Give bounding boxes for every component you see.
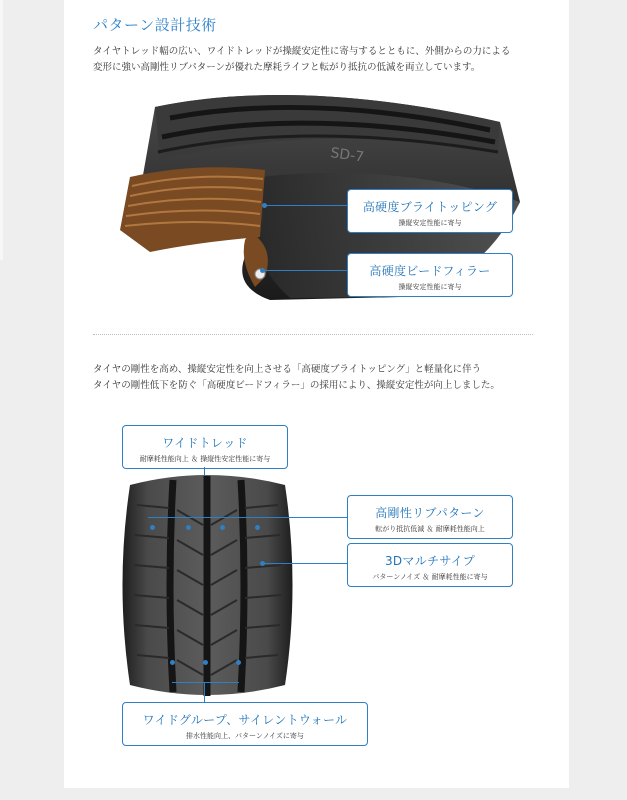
groove-dot-3 bbox=[236, 660, 241, 665]
rib-dot-3 bbox=[220, 525, 225, 530]
callout-multi-sipe bbox=[347, 543, 513, 587]
sidewall-text: SD-7 bbox=[329, 145, 365, 166]
callout-rib-pattern-title: 高剛性リブパターン bbox=[375, 506, 485, 520]
callout-wide-groove bbox=[122, 702, 368, 746]
rib-pattern-connector bbox=[258, 517, 347, 518]
groove-dot-1 bbox=[170, 660, 175, 665]
middle-line-2: タイヤの剛性低下を防ぐ「高硬度ビードフィラー」の採用により、操縦安定性が向上しました。 bbox=[93, 380, 500, 391]
callout-wide-tread bbox=[122, 425, 288, 469]
callout-bead-filler bbox=[347, 253, 513, 297]
groove-connector bbox=[204, 682, 205, 702]
intro-line-2: 変形に強い高剛性リブパターンが優れた摩耗ライフと転がり抵抗の低減を両立しています。 bbox=[93, 62, 481, 73]
callout-bead-filler-title: 高硬度ビードフィラー bbox=[369, 264, 491, 278]
left-edge-strip bbox=[0, 0, 3, 260]
rib-dot-1 bbox=[150, 525, 155, 530]
callout-multi-sipe-sub: パターンノイズ ＆ 耐摩耗性能に寄与 bbox=[372, 573, 488, 581]
middle-line-1: タイヤの剛性を高め、操縦安定性を向上させる「高硬度ブライトッピング」と軽量化に伴う bbox=[93, 364, 482, 375]
callout-ply-topping bbox=[347, 189, 513, 233]
groove-dot-2 bbox=[203, 660, 208, 665]
callout-wide-tread-title: ワイドトレッド bbox=[162, 436, 248, 450]
ply-pointer-line bbox=[266, 205, 347, 206]
callout-rib-pattern bbox=[347, 495, 513, 539]
bead-pointer-line bbox=[264, 270, 347, 271]
callout-bead-filler-sub: 操縦安定性能に寄与 bbox=[398, 283, 462, 291]
tire-tread-image bbox=[115, 470, 300, 700]
callout-wide-groove-sub: 排水性能向上、パターンノイズに寄与 bbox=[186, 732, 304, 740]
callout-ply-topping-title: 高硬度ブライトッピング bbox=[362, 200, 498, 214]
rib-pattern-dotted-line bbox=[148, 517, 258, 518]
sipe-pointer-line bbox=[264, 563, 347, 564]
callout-multi-sipe-title: 3Dマルチサイプ bbox=[384, 554, 476, 568]
callout-wide-groove-title: ワイドグループ、サイレントウォール bbox=[142, 713, 348, 727]
section-title: パターン設計技術 bbox=[93, 16, 217, 34]
rib-dot-2 bbox=[186, 525, 191, 530]
groove-bracket-line bbox=[172, 682, 239, 683]
callout-rib-pattern-sub: 転がり抵抗低減 ＆ 耐摩耗性能向上 bbox=[375, 525, 485, 533]
section-divider bbox=[93, 334, 533, 335]
callout-ply-topping-sub: 操縦安定性能に寄与 bbox=[398, 219, 462, 227]
rib-dot-4 bbox=[255, 525, 260, 530]
callout-wide-tread-sub: 耐摩耗性能向上 ＆ 操縦性安定性能に寄与 bbox=[139, 455, 271, 463]
intro-line-1: タイヤトレッド幅の広い、ワイドトレッドが操縦安定性に寄与するとともに、外側からの力による bbox=[93, 46, 511, 57]
